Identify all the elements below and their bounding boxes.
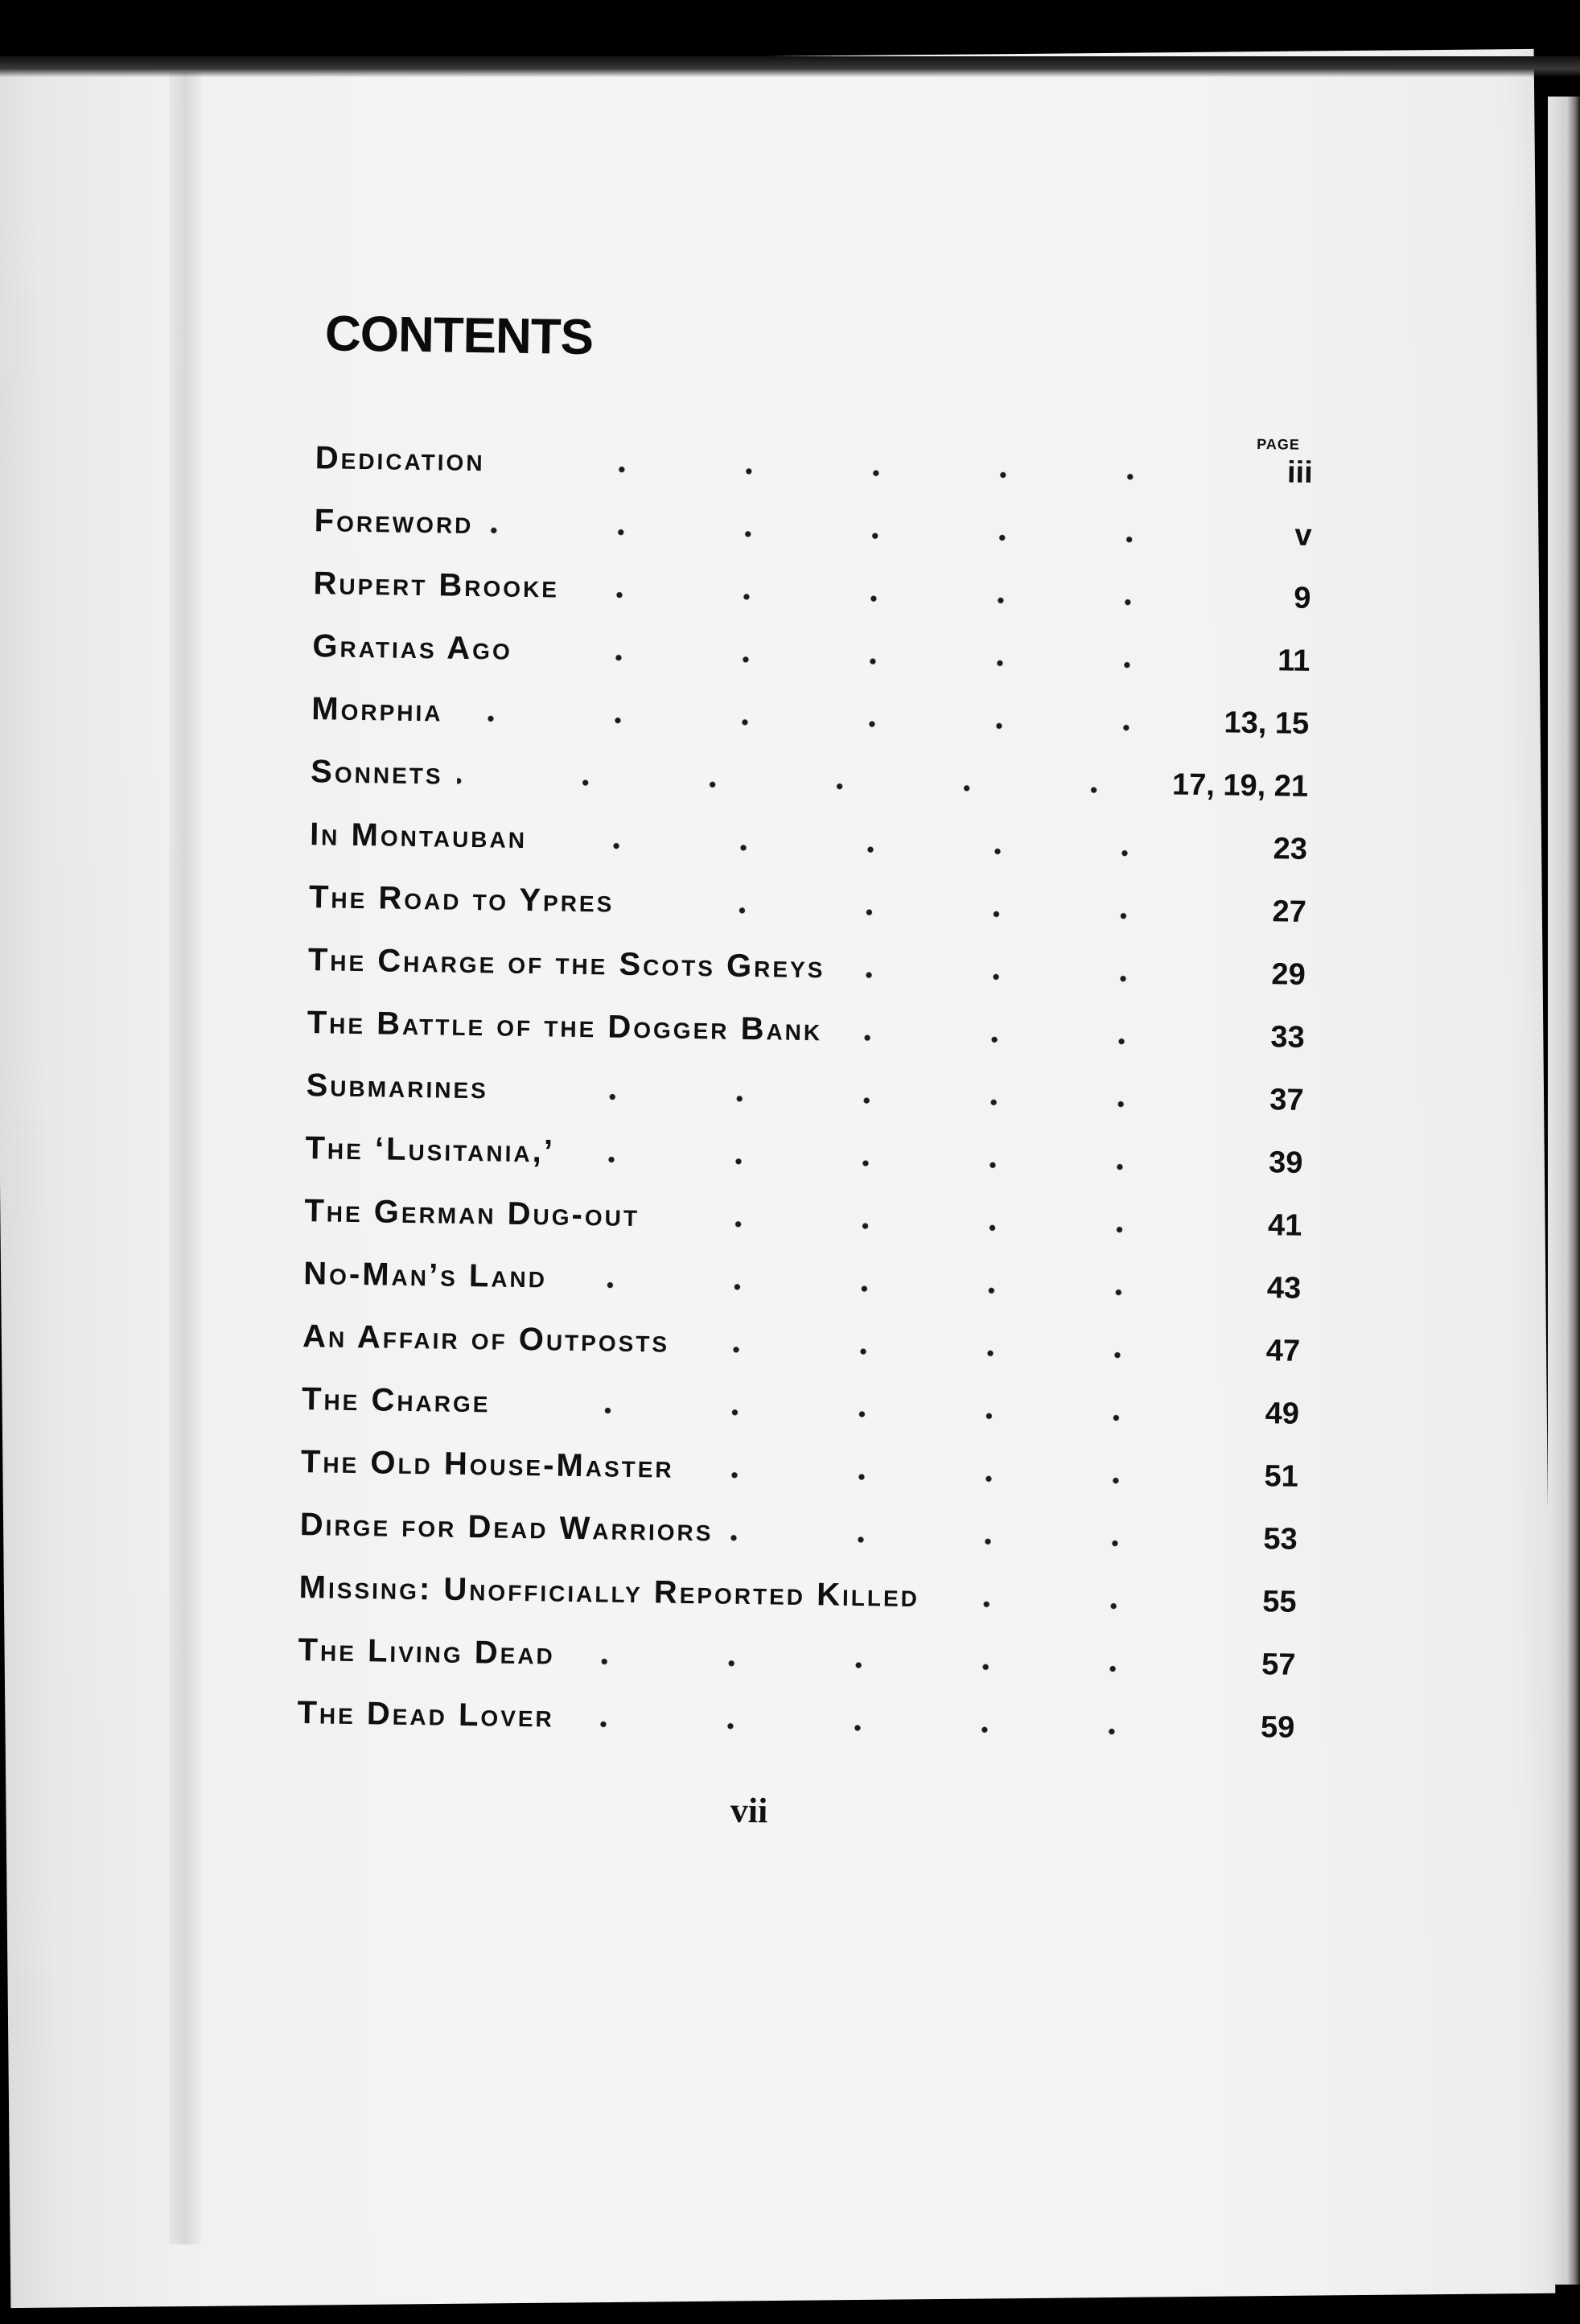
page-column-label: PAGE — [1257, 435, 1301, 453]
toc-entry-title: Foreword — [314, 503, 474, 541]
toc-entry-title: Dirge for Dead Warriors — [299, 1507, 714, 1549]
toc-leader-dots — [839, 971, 1186, 984]
toc-entry-title: Missing: Unofficially Reported Killed — [298, 1569, 920, 1614]
toc-entry-page: v — [1294, 518, 1312, 553]
toc-entry — [310, 788, 1308, 865]
toc-entry — [297, 1666, 1295, 1743]
toc-entry — [304, 1164, 1302, 1241]
toc-entry-title: An Affair of Outposts — [302, 1318, 670, 1359]
toc-entry-page: 49 — [1265, 1396, 1300, 1431]
toc-entry-page: 53 — [1263, 1522, 1298, 1557]
page-number: vii — [730, 1790, 768, 1831]
toc-entry — [303, 1227, 1302, 1304]
table-of-contents — [297, 411, 1313, 1743]
toc-entry — [308, 913, 1306, 990]
toc-entry — [306, 1039, 1304, 1116]
toc-entry-title: Morphia — [311, 691, 443, 729]
toc-entry-page: 57 — [1261, 1647, 1296, 1682]
toc-entry-page: 41 — [1267, 1208, 1302, 1243]
toc-entry-title: The German Dug-out — [304, 1193, 640, 1234]
toc-entry-title: Dedication — [315, 440, 485, 479]
toc-entry-page: 13, 15 — [1224, 705, 1310, 741]
toc-entry — [312, 599, 1310, 677]
toc-leader-dots — [684, 1345, 1181, 1360]
toc-entry-page: 37 — [1269, 1083, 1304, 1117]
toc-entry-page: 59 — [1260, 1710, 1295, 1745]
toc-entry — [300, 1478, 1298, 1555]
toc-entry-page: 9 — [1294, 581, 1311, 615]
toc-entry-title: The Charge — [301, 1381, 491, 1420]
toc-entry — [305, 1101, 1303, 1178]
toc-entry-page: 51 — [1264, 1459, 1299, 1494]
toc-entry — [314, 474, 1312, 551]
toc-entry-page: 33 — [1270, 1020, 1305, 1055]
toc-entry-page: 43 — [1266, 1271, 1302, 1306]
toc-entry — [302, 1290, 1301, 1367]
toc-entry-title: The Old House-Master — [300, 1444, 675, 1485]
toc-entry — [307, 976, 1305, 1053]
toc-entry-title: The Charge of the Scots Greys — [307, 942, 825, 985]
toc-entry — [298, 1603, 1296, 1680]
toc-entry-title: Rupert Brooke — [313, 566, 560, 605]
toc-entry-page: 47 — [1265, 1334, 1301, 1368]
toc-entry-page: iii — [1286, 455, 1313, 490]
toc-entry — [315, 411, 1314, 488]
toc-entry-title: No-Man’s Land — [303, 1256, 548, 1295]
toc-entry — [313, 537, 1311, 614]
toc-entry-page: 27 — [1272, 895, 1307, 929]
toc-entry-title: The Living Dead — [298, 1632, 556, 1672]
toc-entry-title: The Dead Lover — [297, 1695, 555, 1734]
toc-leader-dots — [688, 1470, 1179, 1486]
toc-entry-title: The Battle of the Dogger Bank — [307, 1005, 823, 1048]
toc-entry-title: The Road to Ypres — [308, 879, 615, 919]
toc-entry-page: 17, 19, 21 — [1171, 767, 1309, 804]
toc-entry-page: 29 — [1271, 957, 1306, 992]
page-title: CONTENTS — [324, 306, 594, 366]
toc-leader-dots — [569, 1720, 1176, 1737]
toc-leader-dots — [934, 1599, 1178, 1610]
toc-entry-title: Gratias Ago — [312, 628, 513, 667]
toc-entry-title: Submarines — [306, 1067, 489, 1106]
toc-entry — [309, 850, 1307, 928]
toc-entry — [298, 1540, 1297, 1618]
toc-entry — [302, 1352, 1300, 1429]
toc-entry-title: In Montauban — [309, 816, 528, 856]
toc-entry-page: 11 — [1277, 644, 1310, 678]
toc-leader-dots — [727, 1534, 1178, 1549]
toc-entry-page: 23 — [1273, 832, 1308, 866]
toc-entry — [301, 1415, 1299, 1492]
toc-leader-dots — [837, 1034, 1186, 1047]
toc-entry-title: Sonnets — [310, 754, 443, 792]
toc-entry-page: 39 — [1268, 1146, 1303, 1180]
toc-entry-title: The ‘Lusitania,’ — [305, 1130, 556, 1170]
toc-entry-page: 55 — [1262, 1585, 1297, 1619]
